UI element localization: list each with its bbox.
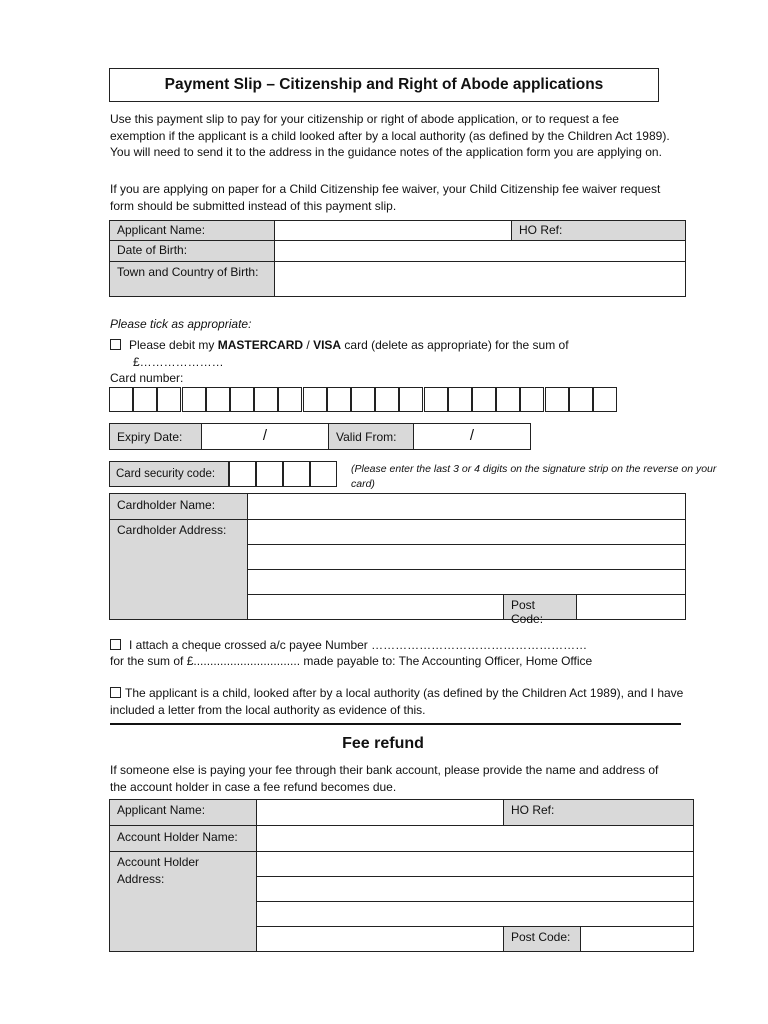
security-code-digit-box[interactable]	[283, 461, 310, 487]
cardholder-address-input-1[interactable]	[248, 520, 685, 544]
account-holder-address-input-1[interactable]	[257, 852, 693, 876]
card-number-digit-box[interactable]	[520, 387, 544, 412]
account-holder-address-input-3[interactable]	[257, 902, 693, 926]
cardholder-address-line-1[interactable]	[247, 519, 686, 545]
section-divider	[110, 723, 681, 725]
fee-refund-intro: If someone else is paying your fee through their bank account, please provide the name and address of the account holder in case a fee refund becomes due.	[110, 763, 659, 794]
card-number-digit-box[interactable]	[545, 387, 569, 412]
valid-from-field[interactable]	[413, 423, 531, 450]
card-number-digit-box[interactable]	[496, 387, 520, 412]
cardholder-address-input-3[interactable]	[248, 570, 685, 594]
fee-refund-title: Fee refund	[342, 735, 424, 752]
card-number-digit-box[interactable]	[472, 387, 496, 412]
cardholder-address-line-4[interactable]	[247, 594, 504, 620]
page-title-text: Payment Slip – Citizenship and Right of Abode applications	[164, 76, 604, 93]
card-number-digit-box[interactable]	[351, 387, 375, 412]
account-holder-name-field[interactable]	[256, 825, 694, 852]
card-number-digit-box[interactable]	[593, 387, 617, 412]
security-code-digit-box[interactable]	[229, 461, 256, 487]
debit-card-checkbox[interactable]	[110, 339, 121, 350]
ho-ref-label[interactable]: HO Ref:	[511, 220, 686, 241]
cardholder-address-input-2[interactable]	[248, 545, 685, 569]
child-option	[110, 685, 710, 718]
cardholder-address-line-3[interactable]	[247, 569, 686, 595]
debit-sum-line: £…………………	[133, 355, 224, 369]
expiry-date-separator: /	[262, 427, 268, 444]
applicant-name-input[interactable]	[275, 221, 511, 240]
card-number-digit-box[interactable]	[375, 387, 399, 412]
refund-post-code-input[interactable]	[581, 927, 693, 951]
cardholder-name-field[interactable]	[247, 493, 686, 520]
date-of-birth-input[interactable]	[275, 241, 685, 261]
cheque-line-2: for the sum of £................................ made payable to: The Accounting Officer, Home Office	[110, 654, 593, 668]
card-number-digit-box[interactable]	[230, 387, 254, 412]
cardholder-address-input-4[interactable]	[248, 595, 503, 619]
card-number-digit-box[interactable]	[569, 387, 593, 412]
account-holder-name-label: Account Holder Name:	[109, 825, 257, 852]
refund-applicant-name-label: Applicant Name:	[109, 799, 257, 826]
security-code-label: Card security code:	[109, 461, 229, 487]
refund-post-code-label: Post Code:	[503, 926, 581, 952]
card-number-digit-box[interactable]	[424, 387, 448, 412]
town-country-birth-field[interactable]	[274, 261, 686, 297]
visa-label: VISA	[313, 338, 342, 352]
refund-applicant-name-field[interactable]	[256, 799, 504, 826]
security-code-digit-box[interactable]	[310, 461, 337, 487]
debit-card-option	[110, 338, 670, 352]
card-number-digit-box[interactable]	[254, 387, 278, 412]
town-country-birth-label: Town and Country of Birth:	[109, 261, 275, 297]
mastercard-label: MASTERCARD	[217, 338, 304, 352]
account-holder-address-line-2[interactable]	[256, 876, 694, 902]
account-holder-address-line-4[interactable]	[256, 926, 504, 952]
expiry-date-field[interactable]	[201, 423, 329, 450]
security-code-note: (Please enter the last 3 or 4 digits on the signature strip on the reverse on your card)	[351, 463, 717, 490]
tick-prompt: Please tick as appropriate:	[110, 317, 252, 331]
card-number-digit-box[interactable]	[399, 387, 423, 412]
card-number-digit-box[interactable]	[448, 387, 472, 412]
cardholder-post-code-label: Post Code:	[503, 594, 577, 620]
cardholder-name-label: Cardholder Name:	[109, 493, 248, 520]
cardholder-post-code-input[interactable]	[577, 595, 685, 619]
debit-text-suffix: card (delete as appropriate) for the sum of	[341, 338, 569, 352]
account-holder-address-line-1[interactable]	[256, 851, 694, 877]
valid-from-label: Valid From:	[328, 423, 414, 450]
date-of-birth-label: Date of Birth:	[109, 240, 275, 262]
applicant-name-field[interactable]	[274, 220, 512, 241]
debit-text-prefix: Please debit my	[129, 338, 218, 352]
applicant-name-label: Applicant Name:	[109, 220, 275, 241]
cardholder-name-input[interactable]	[248, 494, 685, 519]
account-holder-address-label: Account Holder Address:	[109, 851, 257, 952]
security-code-digit-box[interactable]	[256, 461, 283, 487]
refund-ho-ref-label[interactable]: HO Ref:	[503, 799, 694, 826]
card-number-digit-box[interactable]	[303, 387, 327, 412]
account-holder-name-input[interactable]	[257, 826, 693, 851]
valid-from-separator: /	[469, 427, 475, 444]
account-holder-address-input-2[interactable]	[257, 877, 693, 901]
cardholder-post-code-field[interactable]	[576, 594, 686, 620]
page-title	[109, 68, 659, 102]
card-slash: /	[303, 338, 314, 352]
card-number-digit-box[interactable]	[157, 387, 181, 412]
card-number-digit-box[interactable]	[133, 387, 157, 412]
account-holder-address-line-3[interactable]	[256, 901, 694, 927]
refund-post-code-field[interactable]	[580, 926, 694, 952]
refund-applicant-name-input[interactable]	[257, 800, 503, 825]
card-number-digit-box[interactable]	[182, 387, 206, 412]
card-number-digit-box[interactable]	[327, 387, 351, 412]
cardholder-address-label: Cardholder Address:	[109, 519, 248, 620]
child-option-text: The applicant is a child, looked after by a local authority (as defined by the Children Act 1989), and I have included a letter from the local authority as evidence of this.	[110, 686, 684, 717]
town-country-birth-input[interactable]	[275, 262, 685, 296]
cheque-checkbox[interactable]	[110, 639, 121, 650]
intro-paragraph-2: If you are applying on paper for a Child Citizenship fee waiver, your Child Citizenship fee waiver request form should be submitted instead of this payment slip.	[110, 182, 661, 213]
cheque-option	[110, 638, 670, 652]
child-option-checkbox[interactable]	[110, 687, 121, 698]
cheque-line-1: I attach a cheque crossed a/c payee Number ………………………………………………	[129, 638, 588, 652]
account-holder-address-input-4[interactable]	[257, 927, 503, 951]
intro-paragraph-1: Use this payment slip to pay for your citizenship or right of abode application, or to request a fee exemption if the applicant is a child looked after by a local authority (as defined by the Children Act 1989). You will need to send it to the address in the guidance notes of the application form you are applying on.	[110, 112, 670, 159]
cardholder-address-line-2[interactable]	[247, 544, 686, 570]
expiry-date-label: Expiry Date:	[109, 423, 202, 450]
card-number-digit-box[interactable]	[109, 387, 133, 412]
card-number-digit-box[interactable]	[278, 387, 302, 412]
card-number-digit-box[interactable]	[206, 387, 230, 412]
date-of-birth-field[interactable]	[274, 240, 686, 262]
card-number-label: Card number:	[110, 371, 184, 385]
